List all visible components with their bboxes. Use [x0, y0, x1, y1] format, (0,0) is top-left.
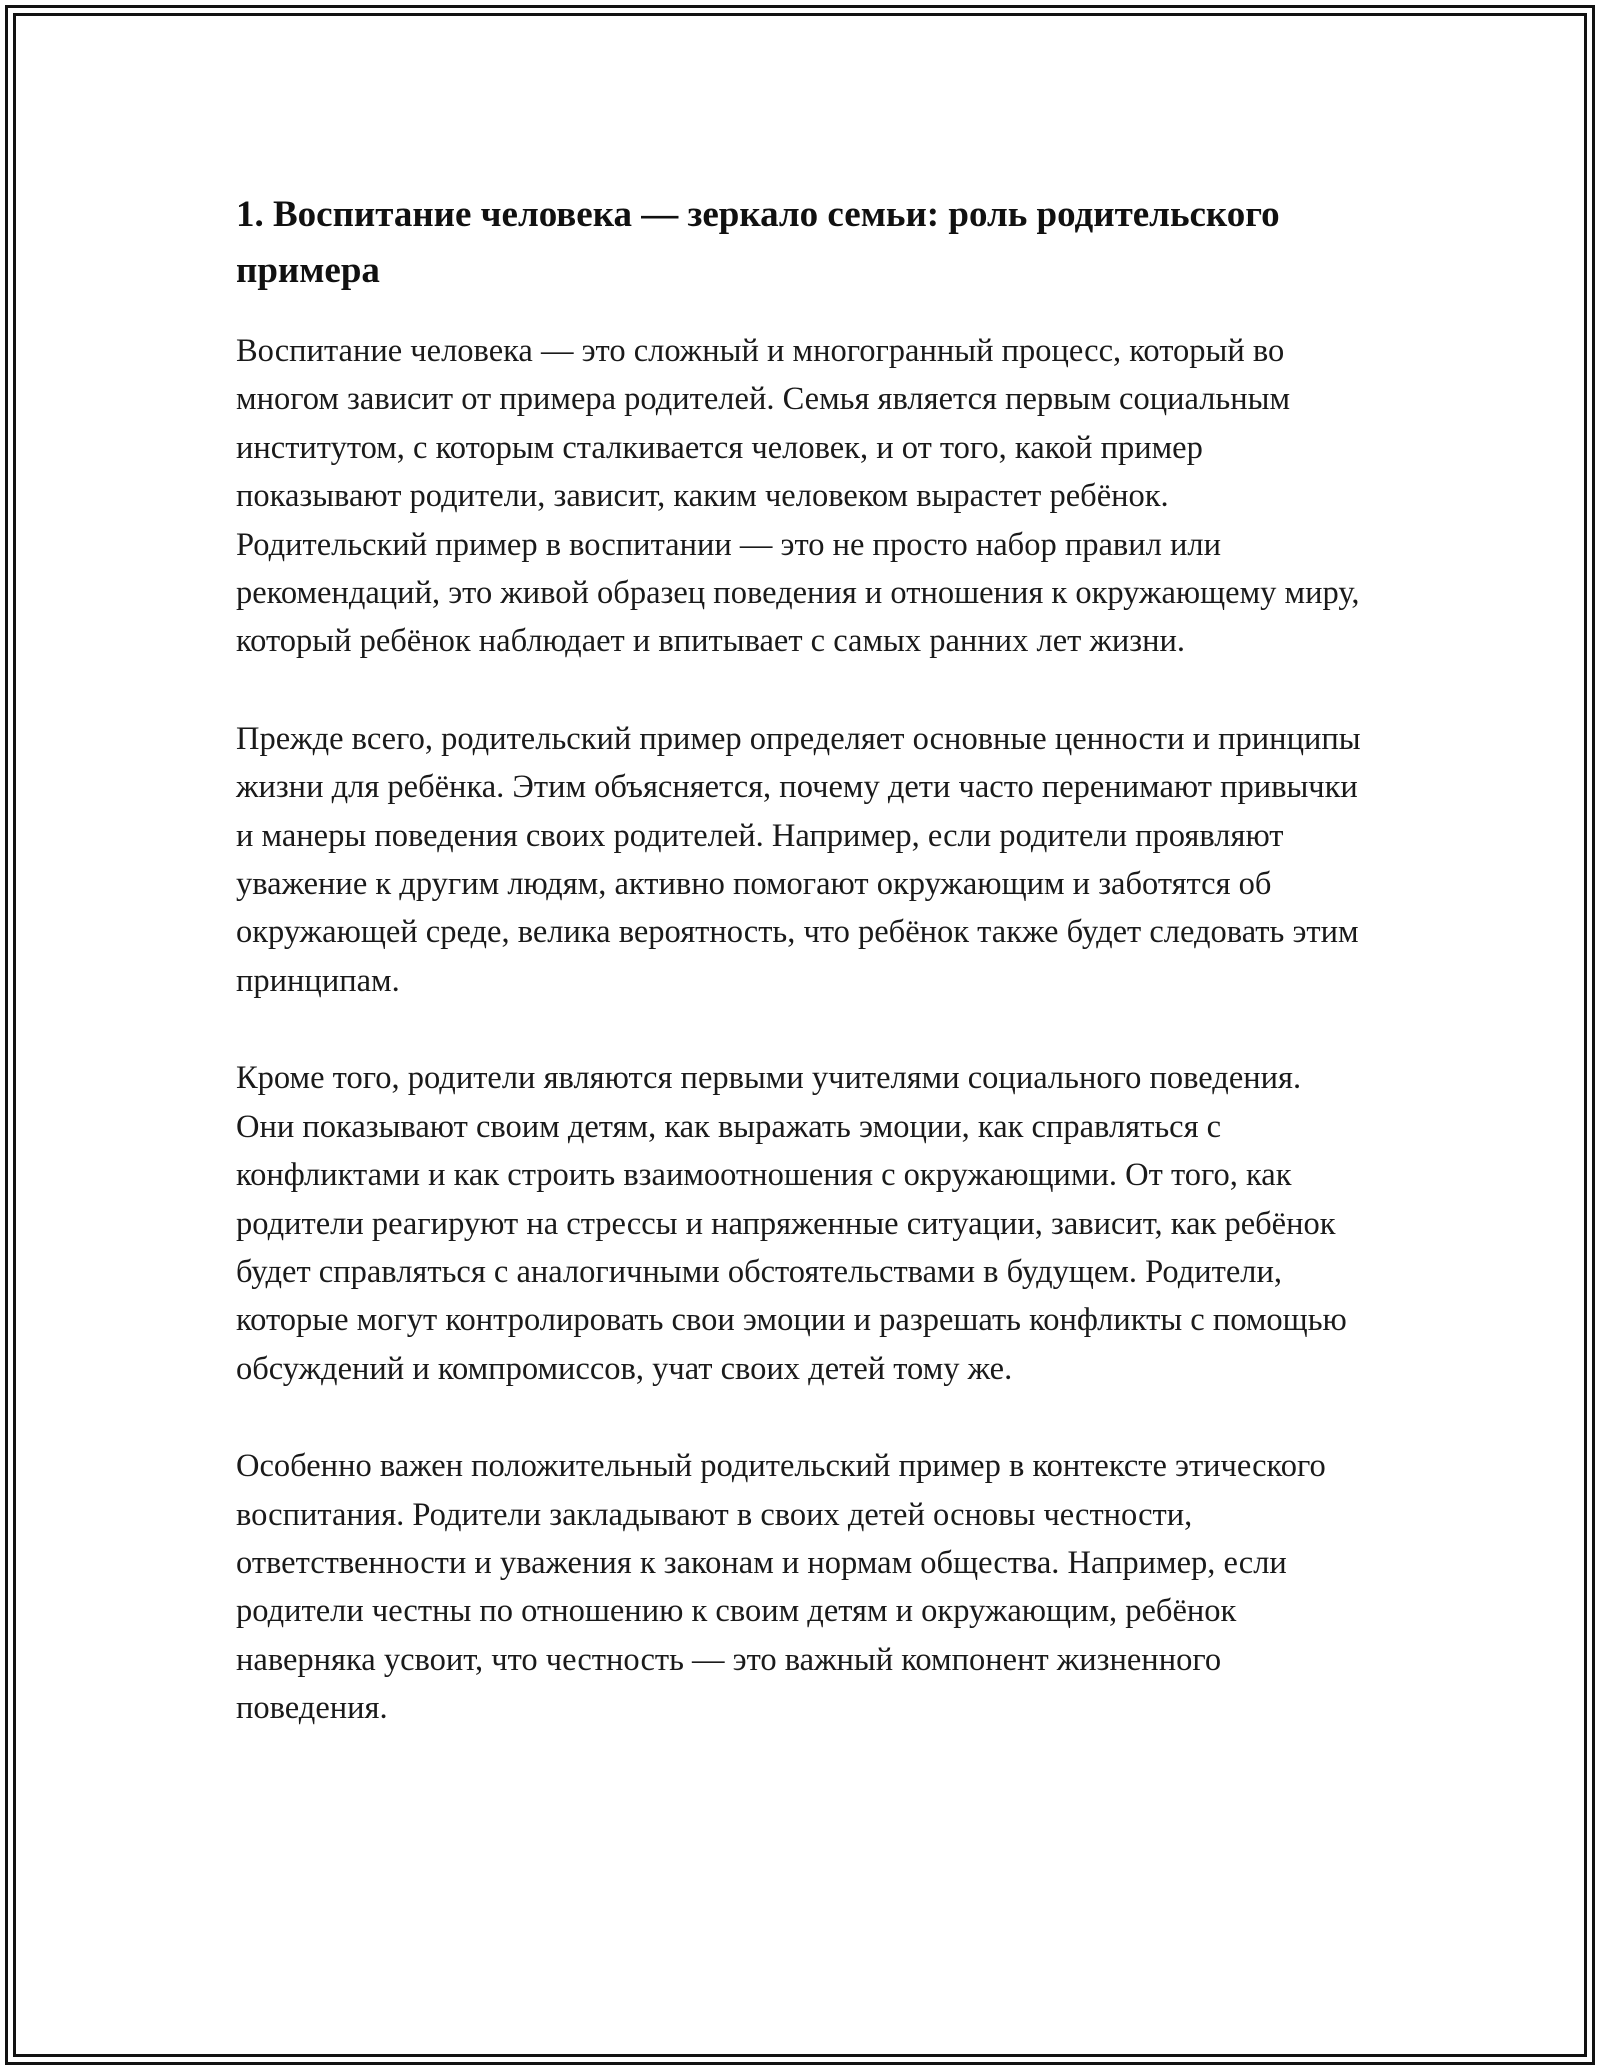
document-title: 1. Воспитание человека — зеркало семьи: роль родительского примера — [236, 194, 1280, 291]
document-body — [236, 187, 1366, 1782]
paragraph-1: Воспитание человека — это сложный и многогранный процесс, который во многом зависит от примера родителей. Семья является первым социальным институтом, с которым сталкивается человек, и от того, какой пример показывают родители, зависит, каким человеком вырастет ребёнок. Родительский пример в воспитании — это не просто набор правил или рекомендаций, это живой образец поведения и отношения к окружающему миру, который ребёнок наблюдает и впитывает с самых ранних лет жизни. — [236, 333, 1360, 660]
paragraph-2: Прежде всего, родительский пример определяет основные ценности и принципы жизни для ребёнка. Этим объясняется, почему дети часто перенимают привычки и манеры поведения своих родителей. Например, если родители проявляют уважение к другим людям, активно помогают окружающим и заботятся об окружающей среде, велика вероятность, что ребёнок также будет следовать этим принципам. — [236, 720, 1361, 999]
paragraph-3: Кроме того, родители являются первыми учителями социального поведения. Они показывают своим детям, как выражать эмоции, как справляться с конфликтами и как строить взаимоотношения с окружающими. От того, как родители реагируют на стрессы и напряженные ситуации, зависит, как ребёнок будет справляться с аналогичными обстоятельствами в будущем. Родители, которые могут контролировать свои эмоции и разрешать конфликты с помощью обсуждений и компромиссов, учат своих детей тому же. — [236, 1060, 1347, 1387]
paragraph-4: Особенно важен положительный родительский пример в контексте этического воспитания. Родители закладывают в своих детей основы честности, ответственности и уважения к законам и нормам общества. Например, если родители честны по отношению к своим детям и окружающим, ребёнок наверняка усвоит, что честность — это важный компонент жизненного поведения. — [236, 1448, 1326, 1727]
